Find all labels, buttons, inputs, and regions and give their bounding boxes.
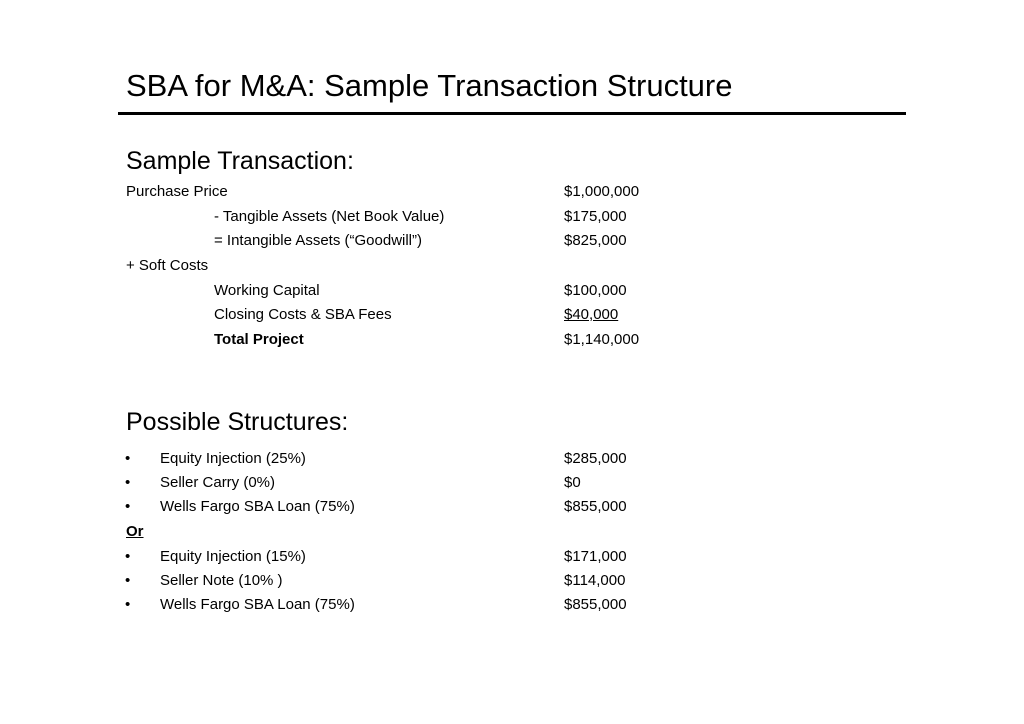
transaction-row-closing-costs — [0, 303, 1024, 327]
possible-structures-heading: Possible Structures: — [126, 408, 349, 436]
title-divider — [118, 112, 906, 115]
bullet-icon: • — [125, 548, 131, 565]
list-item — [0, 569, 1024, 593]
item-amount: $114,000 — [564, 572, 626, 589]
list-item — [0, 495, 1024, 519]
bullet-icon: • — [125, 498, 131, 515]
row-label: = Intangible Assets (“Goodwill”) — [214, 232, 423, 249]
item-label: Wells Fargo SBA Loan (75%) — [160, 596, 355, 613]
item-amount: $855,000 — [564, 596, 627, 613]
page-title: SBA for M&A: Sample Transaction Structure — [126, 68, 733, 103]
or-separator — [0, 520, 1024, 544]
item-label: Equity Injection (15%) — [160, 548, 306, 565]
list-item — [0, 447, 1024, 471]
item-label: Equity Injection (25%) — [160, 450, 306, 467]
list-item — [0, 471, 1024, 495]
transaction-row-soft-costs — [0, 254, 1024, 278]
row-label: Total Project — [214, 331, 304, 348]
transaction-row-purchase-price — [0, 180, 1024, 204]
transaction-row-total-project — [0, 328, 1024, 352]
bullet-icon: • — [125, 474, 131, 491]
row-amount: $1,000,000 — [564, 183, 640, 200]
item-label: Wells Fargo SBA Loan (75%) — [160, 498, 355, 515]
bullet-icon: • — [125, 450, 131, 467]
transaction-row-working-capital — [0, 279, 1024, 303]
row-amount: $1,140,000 — [564, 331, 640, 348]
row-label: + Soft Costs — [126, 257, 209, 274]
item-label: Seller Carry (0%) — [160, 474, 276, 491]
transaction-row-intangible-assets — [0, 229, 1024, 253]
item-amount: $0 — [564, 474, 581, 491]
or-label: Or — [126, 523, 144, 540]
item-amount: $285,000 — [564, 450, 627, 467]
transaction-row-tangible-assets — [0, 205, 1024, 229]
list-item — [0, 545, 1024, 569]
row-amount: $825,000 — [564, 232, 627, 249]
item-amount: $171,000 — [564, 548, 627, 565]
list-item — [0, 593, 1024, 617]
row-amount: $100,000 — [564, 282, 627, 299]
item-label: Seller Note (10% ) — [160, 572, 283, 589]
row-amount: $40,000 — [564, 306, 619, 323]
row-label: - Tangible Assets (Net Book Value) — [214, 208, 445, 225]
row-label: Purchase Price — [126, 183, 228, 200]
row-label: Closing Costs & SBA Fees — [214, 306, 392, 323]
row-amount: $175,000 — [564, 208, 627, 225]
row-label: Working Capital — [214, 282, 320, 299]
bullet-icon: • — [125, 572, 131, 589]
bullet-icon: • — [125, 596, 131, 613]
item-amount: $855,000 — [564, 498, 627, 515]
sample-transaction-heading: Sample Transaction: — [126, 147, 354, 175]
